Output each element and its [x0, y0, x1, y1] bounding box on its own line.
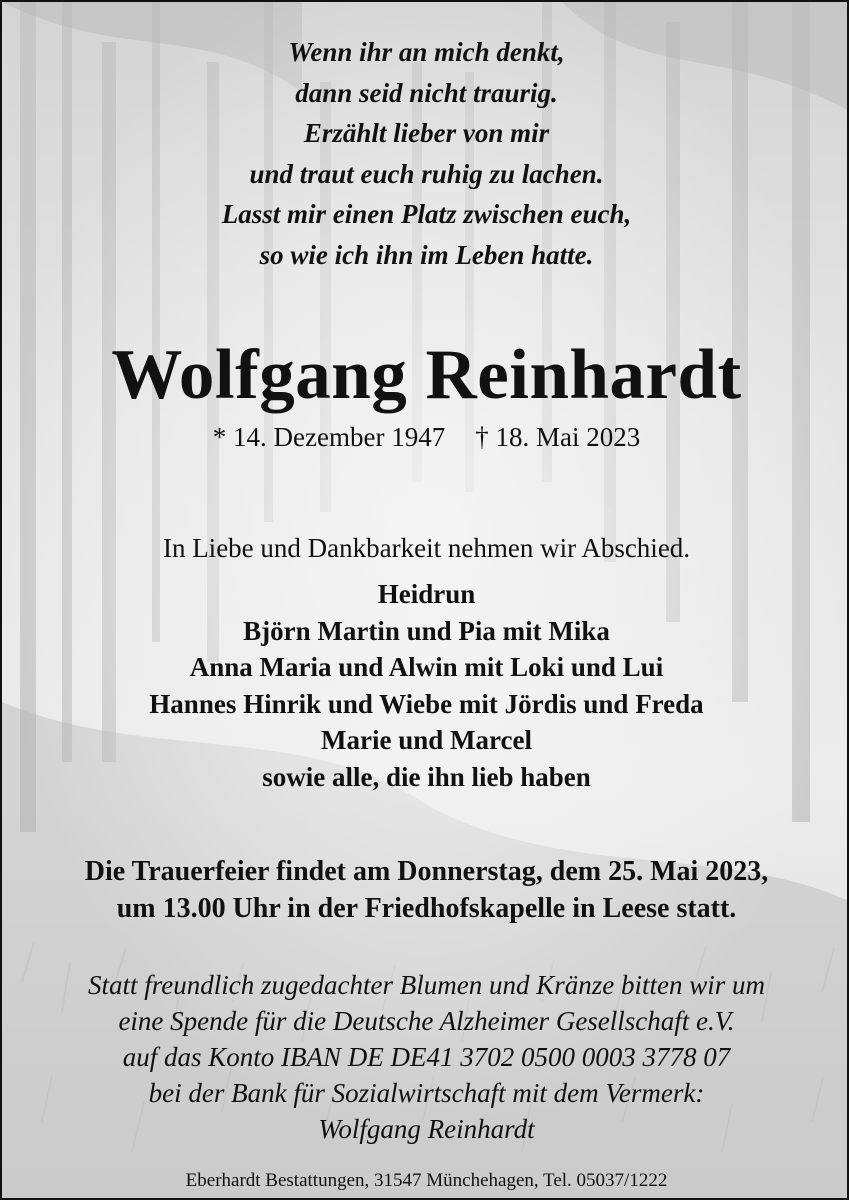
- poem-line: und traut euch ruhig zu lachen.: [249, 158, 604, 189]
- mourner-line: Björn Martin und Pia mit Mika: [243, 615, 610, 646]
- death-date: † 18. Mai 2023: [475, 422, 641, 452]
- mourner-line: Heidrun: [377, 579, 476, 609]
- life-dates: [2, 420, 849, 454]
- donation-line: Wolfgang Reinhardt: [318, 1114, 535, 1144]
- donation-line: bei der Bank für Sozialwirtschaft mit dem Vermerk:: [148, 1078, 705, 1108]
- funeral-service-info: [2, 853, 849, 927]
- birth-date: * 14. Dezember 1947: [212, 422, 446, 452]
- poem-line: Lasst mir einen Platz zwischen euch,: [221, 199, 632, 229]
- mourner-line: Anna Maria und Alwin mit Loki und Lui: [189, 652, 664, 682]
- poem: [2, 32, 849, 275]
- poem-line: Erzählt lieber von mir: [303, 118, 550, 148]
- mourner-line: Marie und Marcel: [321, 725, 532, 755]
- mourners-list: [2, 576, 849, 795]
- mourner-line: Hannes Hinrik und Wiebe mit Jördis und Freda: [149, 688, 704, 719]
- poem-line: Wenn ihr an mich denkt,: [288, 37, 565, 67]
- funeral-home-footer: Eberhardt Bestattungen, 31547 Münchehagen, Tel. 05037/1222: [185, 1170, 668, 1191]
- donation-request: [2, 967, 849, 1147]
- poem-line: dann seid nicht traurig.: [295, 77, 558, 108]
- donation-line: eine Spende für die Deutsche Alzheimer Gesellschaft e.V.: [118, 1006, 735, 1036]
- donation-line: auf das Konto IBAN DE DE41 3702 0500 0003 3778 07: [122, 1042, 731, 1072]
- deceased-name: Wolfgang Reinhardt: [111, 336, 742, 414]
- poem-line: so wie ich ihn im Leben hatte.: [259, 239, 594, 270]
- donation-line: Statt freundlich zugedachter Blumen und Kränze bitten wir um: [88, 970, 765, 1000]
- service-line: Die Trauerfeier findet am Donnerstag, dem 25. Mai 2023,: [84, 856, 769, 887]
- mourner-line: sowie alle, die ihn lieb haben: [262, 761, 591, 792]
- farewell-text: In Liebe und Dankbarkeit nehmen wir Abschied.: [162, 533, 691, 563]
- service-line: um 13.00 Uhr in der Friedhofskapelle in Leese statt.: [116, 893, 737, 924]
